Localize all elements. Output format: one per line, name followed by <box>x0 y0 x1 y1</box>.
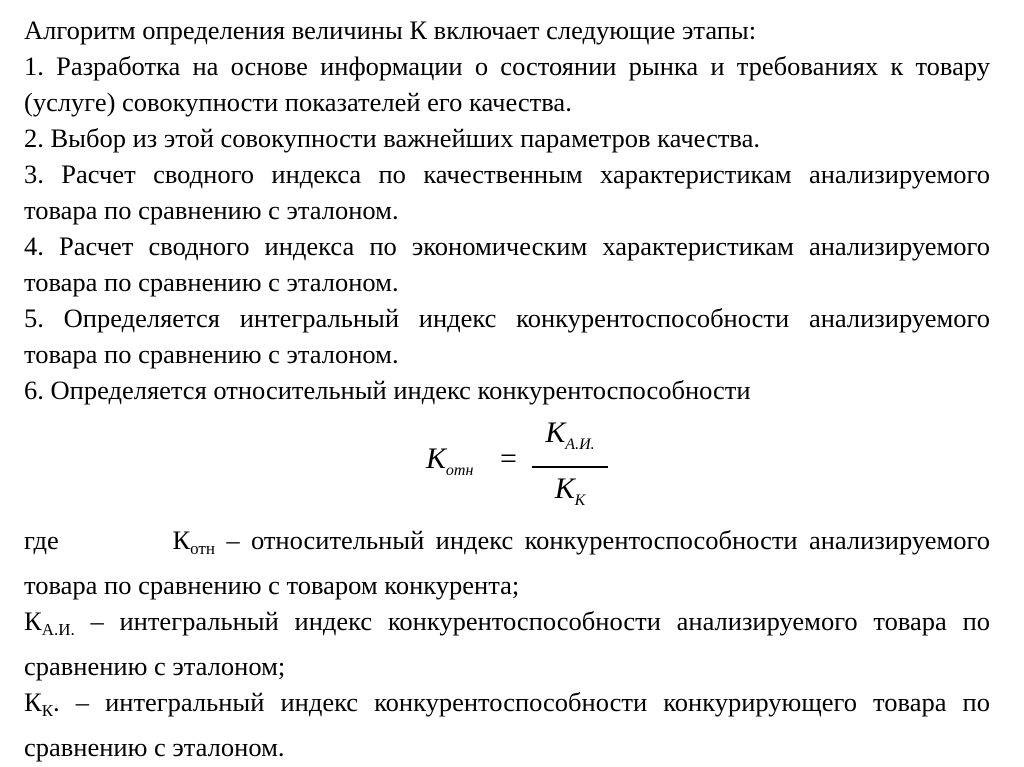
definition-text: . – интегральный индекс конкурентоспособности конкурирующего товара по сравнению с эталоном. <box>24 687 990 762</box>
step-5: 5. Определяется интегральный индекс конкурентоспособности анализируемого товара по сравнению с эталоном. <box>24 303 990 369</box>
step-3: 3. Расчет сводного индекса по качественным характеристикам анализируемого товара по сравнению с эталоном. <box>24 159 990 225</box>
formula-denominator: $К_К$ <box>554 472 586 509</box>
definition-k-otn <box>24 522 990 603</box>
step-1: 1. Разработка на основе информации о состоянии рынка и требованиях к товару (услуге) совокупности показателей его качества. <box>24 51 990 117</box>
definition-sub: К <box>41 701 54 720</box>
formula <box>24 412 990 522</box>
step-4: 4. Расчет сводного индекса по экономическим характеристикам анализируемого товара по сравнению с эталоном. <box>24 231 990 297</box>
fraction-bar <box>532 466 608 468</box>
definition-text: – относительный индекс конкурентоспособности анализируемого товара по сравнению с товаром конкурента; <box>24 525 991 600</box>
definition-prefix: где <box>24 525 59 555</box>
formula-numerator: $К_{А.И.}$ <box>545 416 595 453</box>
document-page <box>24 12 990 765</box>
definition-symbol: К <box>24 687 42 717</box>
step-2: 2. Выбор из этой совокупности важнейших параметров качества. <box>24 123 760 153</box>
definition-sub: А.И. <box>41 620 75 639</box>
definition-symbol: К <box>24 606 42 636</box>
intro-text: Алгоритм определения величины К включает следующие этапы: <box>24 15 757 45</box>
formula-fraction <box>532 414 608 520</box>
definition-k-ai <box>24 603 990 684</box>
definition-k-k <box>24 684 990 765</box>
definition-symbol: К <box>172 525 191 555</box>
step-6: 6. Определяется относительный индекс конкурентоспособности <box>24 375 751 405</box>
formula-equals: = <box>500 442 517 475</box>
formula-lhs: $К_{отн}$ <box>426 442 474 479</box>
definition-text: – интегральный индекс конкурентоспособности анализируемого товара по сравнению с эталоном; <box>24 606 990 681</box>
definition-sub: отн <box>190 539 215 558</box>
